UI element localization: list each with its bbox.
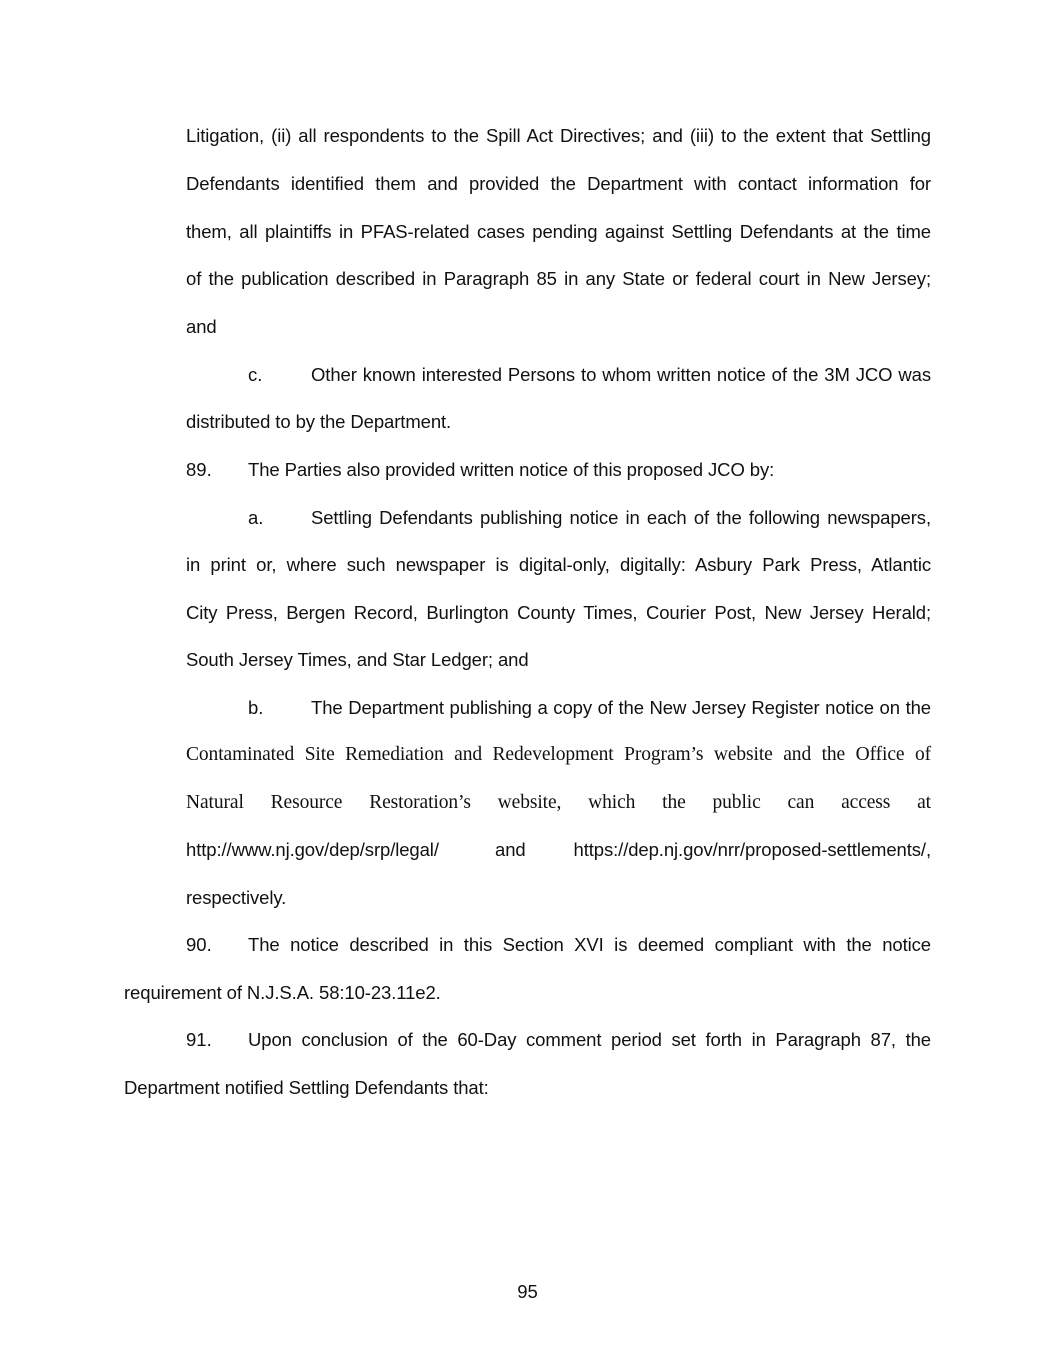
body-word: and bbox=[495, 839, 526, 860]
body-line: in print or, where such newspaper is digital-only, digitally: Asbury Park Press, Atlantic bbox=[186, 554, 931, 575]
paragraph-number: 91. bbox=[186, 1029, 212, 1050]
body-line: City Press, Bergen Record, Burlington County Times, Courier Post, New Jersey Herald; bbox=[186, 602, 931, 623]
body-line: The Department publishing a copy of the New Jersey Register notice on the bbox=[311, 697, 931, 718]
body-line: respectively. bbox=[186, 887, 287, 908]
url-link[interactable]: http://www.nj.gov/dep/srp/legal/ bbox=[186, 839, 439, 860]
list-marker: a. bbox=[248, 507, 264, 528]
body-line: Contaminated Site Remediation and Redevelopment Program’s website and the Office of bbox=[186, 744, 931, 765]
paragraph-number: 89. bbox=[186, 459, 212, 480]
body-line: requirement of N.J.S.A. 58:10-23.11e2. bbox=[124, 982, 441, 1003]
body-line: Other known interested Persons to whom written notice of the 3M JCO was bbox=[311, 364, 931, 385]
list-marker: b. bbox=[248, 697, 264, 718]
body-line: The Parties also provided written notice of this proposed JCO by: bbox=[248, 459, 775, 480]
body-line: Defendants identified them and provided the Department with contact information for bbox=[186, 173, 931, 194]
body-line: Litigation, (ii) all respondents to the Spill Act Directives; and (iii) to the extent that Settling bbox=[186, 125, 931, 146]
body-line: Department notified Settling Defendants that: bbox=[124, 1077, 489, 1098]
body-line: Upon conclusion of the 60-Day comment period set forth in Paragraph 87, the bbox=[248, 1029, 931, 1050]
page-number: 95 bbox=[517, 1281, 538, 1302]
body-line: Settling Defendants publishing notice in each of the following newspapers, bbox=[311, 507, 931, 528]
body-line: them, all plaintiffs in PFAS-related cases pending against Settling Defendants at the time bbox=[186, 221, 931, 242]
body-line: South Jersey Times, and Star Ledger; and bbox=[186, 649, 529, 670]
body-line: Natural Resource Restoration’s website, which the public can access at bbox=[186, 792, 931, 813]
body-line: and bbox=[186, 316, 217, 337]
list-marker: c. bbox=[248, 364, 263, 385]
body-line: of the publication described in Paragraph 85 in any State or federal court in New Jersey; bbox=[186, 268, 931, 289]
url-link[interactable]: https://dep.nj.gov/nrr/proposed-settlements/, bbox=[573, 839, 931, 860]
body-line: distributed to by the Department. bbox=[186, 411, 452, 432]
paragraph-number: 90. bbox=[186, 934, 212, 955]
body-line: The notice described in this Section XVI is deemed compliant with the notice bbox=[248, 934, 931, 955]
